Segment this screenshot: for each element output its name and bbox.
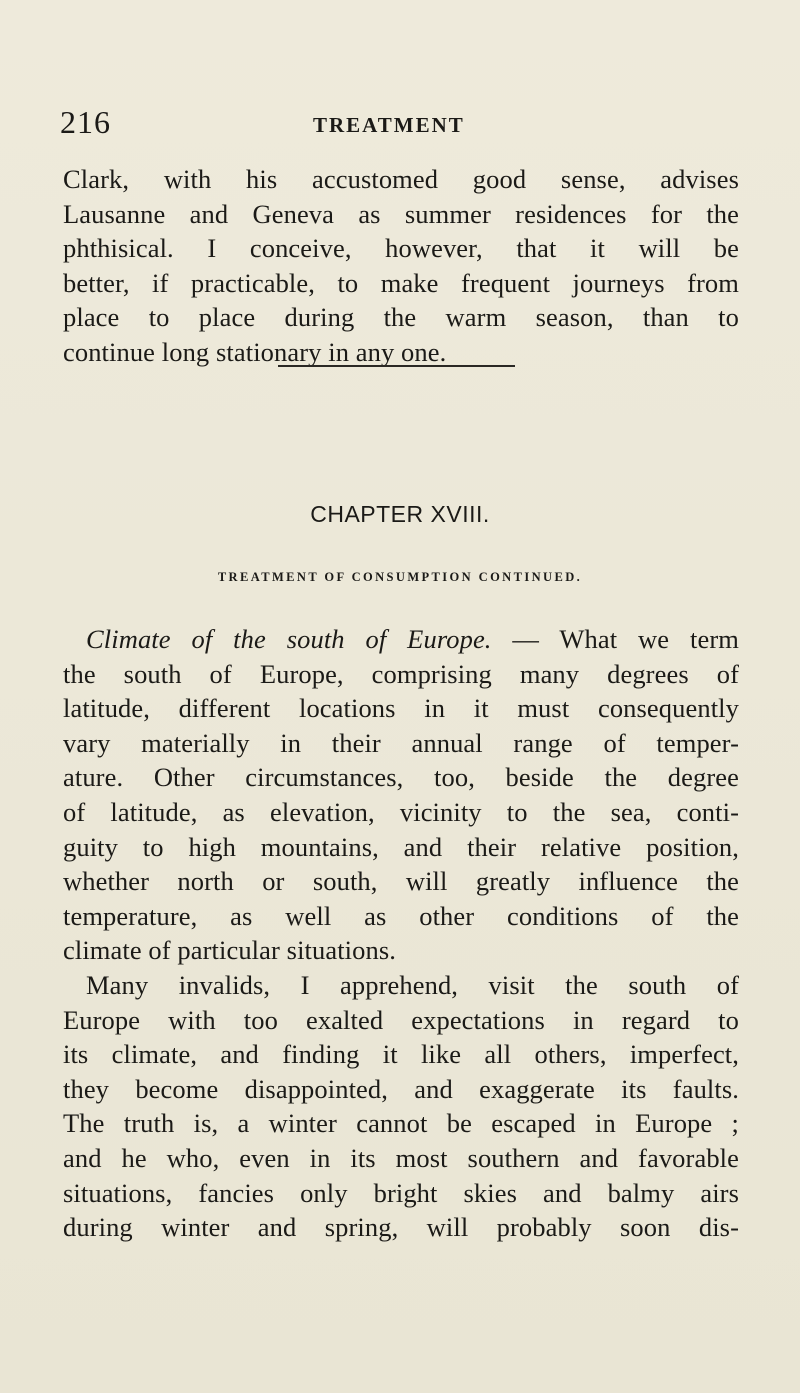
text-line: The truth is, a winter cannot be escaped in Europe ; bbox=[63, 1108, 739, 1139]
chapter-subtitle: TREATMENT OF CONSUMPTION CONTINUED. bbox=[217, 570, 583, 584]
running-title: TREATMENT bbox=[313, 113, 465, 137]
text-line: Europe with too exalted expectations in regard to bbox=[63, 1004, 739, 1035]
page-number: 216 bbox=[60, 104, 111, 140]
text-line: better, if practicable, to make frequent journeys from bbox=[63, 267, 739, 298]
text-line: and he who, even in its most southern and favorable bbox=[63, 1142, 739, 1173]
text-line: vary materially in their annual range of temper- bbox=[63, 727, 739, 758]
text-line: Many invalids, I apprehend, visit the south of bbox=[86, 969, 739, 1000]
text-line: guity to high mountains, and their relative position, bbox=[63, 831, 739, 862]
paragraph-1 bbox=[63, 162, 739, 370]
text-line: continue long stationary in any one. bbox=[63, 336, 447, 367]
text-line: whether north or south, will greatly influence the bbox=[63, 866, 739, 897]
chapter-title: CHAPTER XVIII. bbox=[310, 501, 490, 527]
text-line: Clark, with his accustomed good sense, advises bbox=[63, 164, 739, 194]
text-line: during winter and spring, will probably soon dis- bbox=[63, 1212, 739, 1243]
text-line: climate of particular situations. bbox=[63, 935, 396, 966]
text-line: of latitude, as elevation, vicinity to the sea, conti- bbox=[63, 796, 739, 827]
text-line: ature. Other circumstances, too, beside the degree bbox=[63, 762, 739, 793]
section-divider bbox=[278, 365, 515, 367]
text-line: place to place during the warm season, than to bbox=[63, 302, 739, 333]
text-line: latitude, different locations in it must consequently bbox=[63, 693, 739, 724]
text-line: its climate, and finding it like all others, imperfect, bbox=[63, 1039, 739, 1070]
text-line: Lausanne and Geneva as summer residences for the bbox=[63, 198, 739, 229]
text-line: temperature, as well as other conditions of the bbox=[63, 900, 739, 931]
text-line: the south of Europe, comprising many degrees of bbox=[63, 658, 739, 689]
paragraph-2 bbox=[63, 622, 739, 1245]
text-fragment: — What we term bbox=[491, 624, 739, 654]
text-line: they become disappointed, and exaggerate its faults. bbox=[63, 1073, 739, 1104]
text-line: phthisical. I conceive, however, that it will be bbox=[63, 233, 739, 264]
text-line bbox=[63, 622, 739, 657]
text-line: situations, fancies only bright skies and balmy airs bbox=[63, 1177, 739, 1208]
section-heading: Climate of the south of Europe. bbox=[86, 624, 492, 654]
